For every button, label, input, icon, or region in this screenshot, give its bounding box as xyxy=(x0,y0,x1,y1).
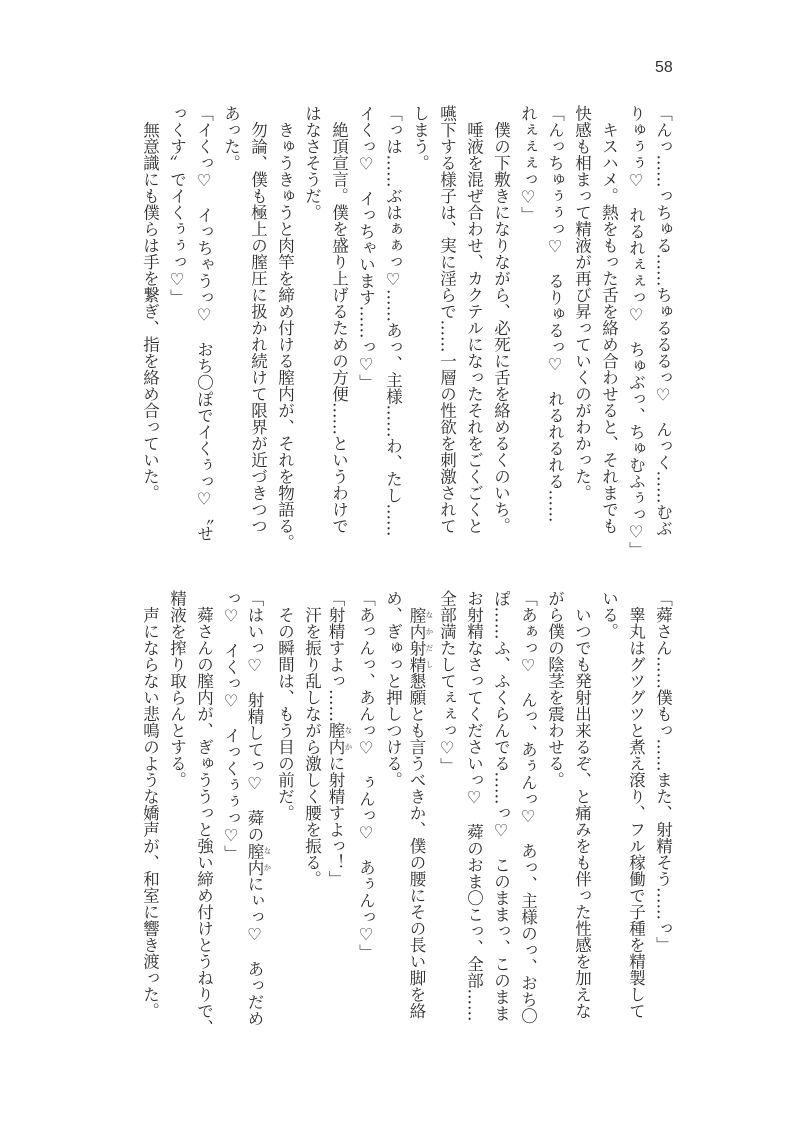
text-line: 蕣さんの膣内が、ぎゅううっと強い締め付けとうねりで、 xyxy=(194,590,214,1036)
text-line: 絶頂宣言。僕を盛り上げるための方便……というわけで xyxy=(329,105,349,534)
text-line: 「んっちゅぅぅっ♡ るりゅるっ♡ れるれるれる…… xyxy=(545,105,565,523)
ruby-base: 膣内 xyxy=(245,842,264,876)
text-line: 「イくっ♡ イっちゃうっ♡ おち〇ぽでイくぅっ♡〝せ xyxy=(194,105,214,542)
text-line: 勿論、僕も極上の膣圧に扱かれ続けて限界が近づきつつ xyxy=(248,105,268,534)
text-line: 睾丸はグツグツと煮え滾り、フル稼働で子種を精製して xyxy=(626,590,646,1019)
text-line: っ♡ イくっ♡ イっくぅぅっ♡」 xyxy=(221,590,241,862)
ruby-annotation xyxy=(407,606,434,673)
ruby-text: なかだし xyxy=(425,606,434,673)
text-line: 汗を振り乱しながら激しく腰を振る。 xyxy=(302,590,322,887)
text-line: その瞬間は、もう目の前だ。 xyxy=(275,590,295,821)
ruby-base: 膣内 xyxy=(326,722,345,755)
text-line: 「っは……ぶはぁぁっ♡……あっ、主様……わ、たし…… xyxy=(383,105,403,537)
text-line: 精液を搾り取らんとする。 xyxy=(167,590,187,788)
text-line: イくっ♡ イっちゃいます……っ♡」 xyxy=(356,105,376,391)
text-line: ぽ……ふ、ふくらんでる……っ♡ このままっ、このまま xyxy=(491,590,511,1022)
text-line: きゅうきゅうと肉竿を締め付ける膣内が、それを物語る。 xyxy=(275,105,295,551)
text-line: 「んっ……っちゅる……ちゅるるるっ♡ んっく……むぶ xyxy=(653,105,673,537)
text-line: キスハメ。熱をもった舌を絡め合わせると、それまでも xyxy=(599,105,619,534)
text-line: しまう。 xyxy=(410,105,430,171)
ruby-annotation xyxy=(245,842,272,876)
text-line: 「あぁっ♡ んっ、あぅんっ♡ あっ、主様のっ、おち〇 xyxy=(518,590,538,1024)
text-line: はなさそうだ。 xyxy=(302,105,322,221)
text-segment: 懇願とも言うべきか、僕の腰にその長い脚を絡 xyxy=(407,672,426,1019)
text-line: 声にならない悲鳴のような嬌声が、和室に響き渡った。 xyxy=(140,590,160,1019)
text-line: 僕の下敷きになりながら、必死に舌を絡めるくのいち。 xyxy=(491,105,511,534)
text-line: お射精なさってくださいっ♡ 蕣のおま〇こっ、全部…… xyxy=(464,590,484,1022)
text-line: いつでも発射出来るぞ、と痛みをも伴った性感を加えな xyxy=(572,590,592,1019)
text-line: がら僕の陰茎を震わせる。 xyxy=(545,590,565,788)
ruby-base: 膣内射精 xyxy=(407,606,426,673)
text-line: れぇぇぇっ♡」 xyxy=(518,105,538,223)
text-line: 無意識にも僕らは手を繋ぎ、指を絡め合っていた。 xyxy=(140,105,160,501)
lower-text-block xyxy=(137,590,677,1036)
text-line: 嚥下する様子は、実に淫らで……一層の性欲を刺激されて xyxy=(437,105,457,534)
text-segment xyxy=(407,590,426,607)
text-line: 快感も相まって精液が再び昇っていくのがわかった。 xyxy=(572,105,592,501)
text-line: いる。 xyxy=(599,590,619,640)
text-line-with-ruby xyxy=(245,590,272,1027)
text-line-with-ruby xyxy=(407,590,434,1022)
text-line: 「あっんっ、あんっ♡ ぅんっ♡ あぅんっ♡」 xyxy=(356,590,376,961)
ruby-text: なか xyxy=(263,842,272,876)
ruby-annotation xyxy=(326,722,353,755)
text-line: め、ぎゅっと押しつける。 xyxy=(383,590,403,788)
text-line: りゅぅぅ♡ れるれぇぇっ♡ ちゅぶっ、ちゅむふぅっ♡」 xyxy=(626,105,646,558)
text-segment: にぃっ♡ あっだめ xyxy=(245,875,264,1027)
page-number: 58 xyxy=(655,59,673,76)
text-segment: 「射精すよっ…… xyxy=(326,590,345,722)
text-line: 唾液を混ぜ合わせ、カクテルになったそれをごくごくと xyxy=(464,105,484,534)
text-segment: に射精すよっ！」 xyxy=(326,755,345,887)
upper-text-block xyxy=(137,105,677,558)
text-line: 「蕣さん……僕もっ……また、射精そう……っ」 xyxy=(653,590,673,953)
text-line-with-ruby xyxy=(326,590,353,1022)
text-line: っくす〟でイくぅぅっ♡」 xyxy=(167,105,187,306)
text-line: あった。 xyxy=(221,105,241,171)
text-segment: 「はいっ♡ 射精してっ♡ 蕣の xyxy=(245,590,264,843)
ruby-text: なか xyxy=(344,722,353,755)
text-line: 全部満たしてぇぇっ♡」 xyxy=(437,590,457,774)
